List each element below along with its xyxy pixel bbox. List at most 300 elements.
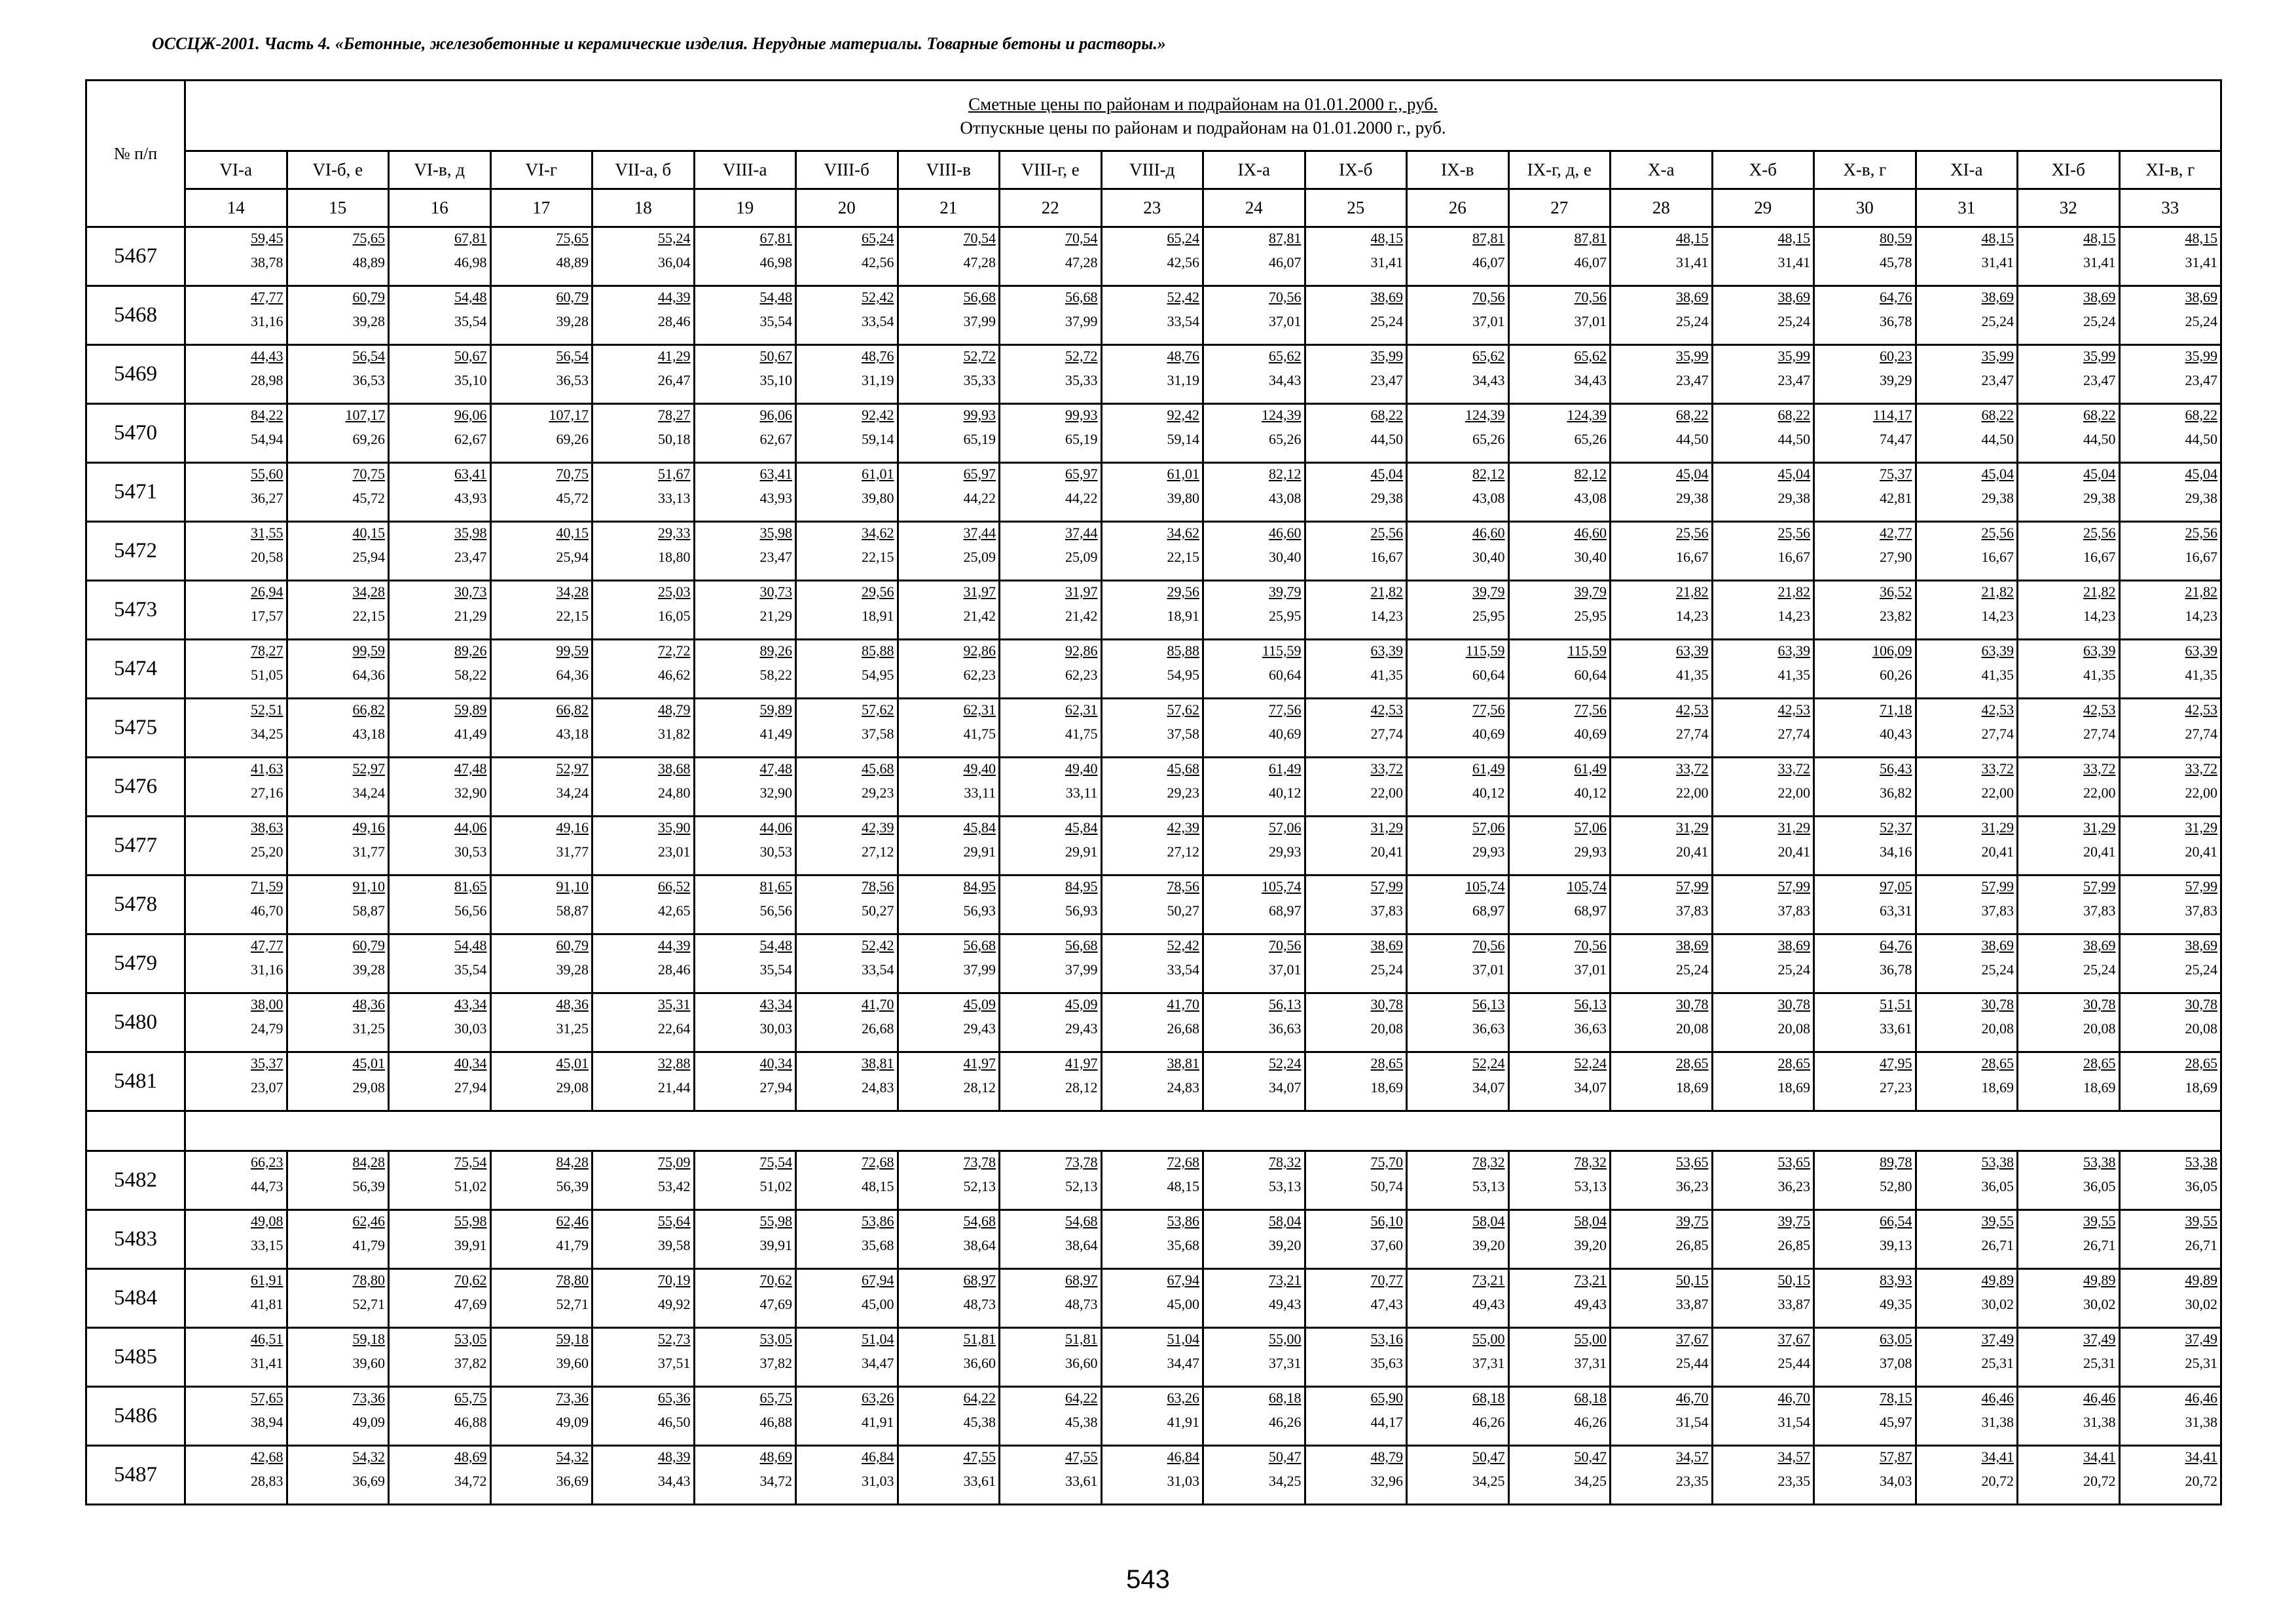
release-price: 32,90 bbox=[759, 784, 792, 801]
price-cell bbox=[898, 1387, 1000, 1446]
release-price: 25,95 bbox=[1574, 608, 1607, 624]
release-price: 39,80 bbox=[1167, 490, 1199, 506]
price-cell bbox=[796, 1151, 898, 1210]
price-cell bbox=[287, 227, 389, 286]
price-cell bbox=[1305, 286, 1407, 345]
estimated-price: 54,68 bbox=[963, 1213, 996, 1229]
estimated-price: 45,68 bbox=[1167, 760, 1199, 777]
release-price: 22,00 bbox=[2083, 784, 2116, 801]
release-price: 48,73 bbox=[1065, 1296, 1098, 1312]
price-cell bbox=[490, 1328, 592, 1387]
estimated-price: 78,80 bbox=[352, 1272, 385, 1288]
estimated-price: 52,73 bbox=[658, 1331, 691, 1347]
release-price: 37,08 bbox=[1880, 1355, 1912, 1371]
estimated-price: 52,72 bbox=[963, 348, 996, 364]
estimated-price: 52,24 bbox=[1472, 1055, 1505, 1071]
release-price: 52,71 bbox=[556, 1296, 589, 1312]
release-price: 31,41 bbox=[1777, 254, 1810, 270]
column-index: 20 bbox=[796, 189, 898, 227]
table-row bbox=[86, 817, 2221, 876]
price-cell bbox=[592, 640, 695, 699]
estimated-price: 46,46 bbox=[2083, 1390, 2116, 1406]
estimated-price: 48,15 bbox=[2185, 230, 2217, 246]
price-cell bbox=[287, 581, 389, 640]
release-price: 34,07 bbox=[1574, 1079, 1607, 1096]
price-cell bbox=[592, 404, 695, 463]
price-cell bbox=[796, 286, 898, 345]
release-price: 34,03 bbox=[1880, 1473, 1912, 1489]
estimated-price: 40,15 bbox=[556, 525, 589, 541]
price-cell bbox=[592, 1328, 695, 1387]
price-cell bbox=[1203, 1269, 1305, 1328]
row-number: 5470 bbox=[86, 404, 185, 463]
column-index: 26 bbox=[1407, 189, 1509, 227]
estimated-price: 65,90 bbox=[1370, 1390, 1403, 1406]
price-cell bbox=[1203, 404, 1305, 463]
release-price: 41,35 bbox=[2083, 667, 2116, 683]
release-price: 36,63 bbox=[1472, 1020, 1505, 1037]
estimated-price: 29,56 bbox=[862, 583, 894, 600]
price-cell bbox=[898, 286, 1000, 345]
price-cell bbox=[1508, 404, 1611, 463]
release-price: 18,69 bbox=[1981, 1079, 2014, 1096]
price-cell bbox=[1916, 817, 2018, 876]
estimated-price: 39,79 bbox=[1472, 583, 1505, 600]
price-cell bbox=[1712, 581, 1814, 640]
release-price: 30,02 bbox=[2185, 1296, 2217, 1312]
estimated-price: 65,62 bbox=[1574, 348, 1607, 364]
price-cell bbox=[1916, 1151, 2018, 1210]
estimated-price: 87,81 bbox=[1574, 230, 1607, 246]
release-price: 43,18 bbox=[556, 726, 589, 742]
price-cell bbox=[1611, 1387, 1713, 1446]
price-cell bbox=[796, 993, 898, 1052]
estimated-price: 65,75 bbox=[759, 1390, 792, 1406]
release-price: 34,43 bbox=[1574, 372, 1607, 388]
estimated-price: 48,15 bbox=[1777, 230, 1810, 246]
release-price: 62,67 bbox=[759, 431, 792, 447]
estimated-price: 82,12 bbox=[1574, 466, 1607, 482]
estimated-price: 35,99 bbox=[1676, 348, 1709, 364]
estimated-price: 30,78 bbox=[2185, 996, 2217, 1012]
estimated-price: 91,10 bbox=[556, 878, 589, 895]
estimated-price: 53,38 bbox=[1981, 1154, 2014, 1170]
estimated-price: 34,62 bbox=[1167, 525, 1199, 541]
estimated-price: 45,01 bbox=[556, 1055, 589, 1071]
release-price: 62,23 bbox=[963, 667, 996, 683]
price-cell bbox=[389, 1269, 491, 1328]
estimated-price: 41,97 bbox=[1065, 1055, 1098, 1071]
release-price: 28,12 bbox=[963, 1079, 996, 1096]
estimated-price: 47,48 bbox=[454, 760, 487, 777]
estimated-price: 34,28 bbox=[556, 583, 589, 600]
table-row bbox=[86, 1151, 2221, 1210]
release-price: 44,22 bbox=[1065, 490, 1098, 506]
price-cell bbox=[592, 227, 695, 286]
price-cell bbox=[1101, 581, 1203, 640]
release-price: 48,89 bbox=[352, 254, 385, 270]
price-cell bbox=[490, 522, 592, 581]
price-cell bbox=[2018, 640, 2120, 699]
estimated-price: 84,22 bbox=[251, 407, 283, 423]
release-price: 20,41 bbox=[2083, 843, 2116, 860]
price-cell bbox=[1000, 1269, 1102, 1328]
price-cell bbox=[1407, 1328, 1509, 1387]
release-price: 33,87 bbox=[1676, 1296, 1709, 1312]
row-number: 5485 bbox=[86, 1328, 185, 1387]
estimated-price: 63,05 bbox=[1880, 1331, 1912, 1347]
release-price: 46,98 bbox=[759, 254, 792, 270]
table-row bbox=[86, 758, 2221, 817]
price-cell bbox=[185, 463, 287, 522]
price-cell bbox=[490, 1387, 592, 1446]
price-cell bbox=[1712, 345, 1814, 404]
release-price: 40,69 bbox=[1472, 726, 1505, 742]
row-number: 5487 bbox=[86, 1446, 185, 1505]
price-cell bbox=[796, 640, 898, 699]
estimated-price: 44,39 bbox=[658, 289, 691, 305]
table-row bbox=[86, 345, 2221, 404]
estimated-price: 68,18 bbox=[1269, 1390, 1302, 1406]
column-index: 23 bbox=[1101, 189, 1203, 227]
price-cell bbox=[1203, 1052, 1305, 1111]
estimated-price: 78,27 bbox=[658, 407, 691, 423]
price-cell bbox=[287, 817, 389, 876]
price-cell bbox=[1305, 993, 1407, 1052]
price-cell bbox=[1203, 463, 1305, 522]
release-price: 23,47 bbox=[454, 549, 487, 565]
estimated-price: 25,56 bbox=[1777, 525, 1810, 541]
price-cell bbox=[1814, 1328, 1916, 1387]
release-price: 37,58 bbox=[862, 726, 894, 742]
price-cell bbox=[592, 1210, 695, 1269]
release-price: 30,40 bbox=[1472, 549, 1505, 565]
price-cell bbox=[1101, 699, 1203, 758]
release-price: 35,54 bbox=[454, 961, 487, 978]
price-cell bbox=[592, 1387, 695, 1446]
price-cell bbox=[1814, 640, 1916, 699]
table-title-line1: Сметные цены по районам и подрайонам на 01.01.2000 г., руб. bbox=[968, 94, 1438, 114]
estimated-price: 73,21 bbox=[1269, 1272, 1302, 1288]
price-cell bbox=[1814, 1446, 1916, 1505]
release-price: 41,35 bbox=[1777, 667, 1810, 683]
release-price: 20,41 bbox=[1676, 843, 1709, 860]
estimated-price: 34,41 bbox=[2083, 1449, 2116, 1465]
estimated-price: 65,62 bbox=[1269, 348, 1302, 364]
price-cell bbox=[694, 934, 796, 993]
estimated-price: 45,04 bbox=[1676, 466, 1709, 482]
release-price: 18,69 bbox=[1777, 1079, 1810, 1096]
price-cell bbox=[1712, 1328, 1814, 1387]
price-cell bbox=[1712, 1269, 1814, 1328]
release-price: 21,29 bbox=[759, 608, 792, 624]
price-cell bbox=[1814, 227, 1916, 286]
release-price: 29,38 bbox=[1370, 490, 1403, 506]
estimated-price: 62,31 bbox=[1065, 701, 1098, 718]
release-price: 31,03 bbox=[1167, 1473, 1199, 1489]
release-price: 37,01 bbox=[1574, 313, 1607, 329]
price-cell bbox=[1000, 286, 1102, 345]
region-header: XI-б bbox=[2018, 151, 2120, 189]
estimated-price: 45,04 bbox=[1370, 466, 1403, 482]
estimated-price: 21,82 bbox=[1370, 583, 1403, 600]
release-price: 36,69 bbox=[352, 1473, 385, 1489]
estimated-price: 25,56 bbox=[2185, 525, 2217, 541]
price-cell bbox=[1407, 640, 1509, 699]
release-price: 46,70 bbox=[251, 902, 283, 919]
release-price: 30,40 bbox=[1574, 549, 1607, 565]
estimated-price: 62,46 bbox=[556, 1213, 589, 1229]
row-number: 5471 bbox=[86, 463, 185, 522]
price-cell bbox=[389, 581, 491, 640]
table-row bbox=[86, 1387, 2221, 1446]
price-cell bbox=[185, 345, 287, 404]
price-cell bbox=[389, 993, 491, 1052]
release-price: 56,93 bbox=[963, 902, 996, 919]
release-price: 23,47 bbox=[1777, 372, 1810, 388]
price-cell bbox=[490, 758, 592, 817]
release-price: 20,72 bbox=[1981, 1473, 2014, 1489]
estimated-price: 42,53 bbox=[1981, 701, 2014, 718]
estimated-price: 107,17 bbox=[345, 407, 385, 423]
estimated-price: 56,13 bbox=[1574, 996, 1607, 1012]
estimated-price: 84,95 bbox=[1065, 878, 1098, 895]
estimated-price: 30,73 bbox=[454, 583, 487, 600]
estimated-price: 30,78 bbox=[1676, 996, 1709, 1012]
price-cell bbox=[2018, 1328, 2120, 1387]
price-cell bbox=[1305, 640, 1407, 699]
release-price: 20,08 bbox=[1777, 1020, 1810, 1037]
release-price: 47,28 bbox=[963, 254, 996, 270]
release-price: 41,81 bbox=[251, 1296, 283, 1312]
row-number: 5482 bbox=[86, 1151, 185, 1210]
release-price: 36,23 bbox=[1676, 1178, 1709, 1194]
estimated-price: 61,49 bbox=[1269, 760, 1302, 777]
estimated-price: 47,77 bbox=[251, 937, 283, 953]
price-cell bbox=[1101, 1269, 1203, 1328]
estimated-price: 75,65 bbox=[352, 230, 385, 246]
estimated-price: 25,03 bbox=[658, 583, 691, 600]
release-price: 37,58 bbox=[1167, 726, 1199, 742]
price-cell bbox=[185, 1151, 287, 1210]
release-price: 46,88 bbox=[454, 1414, 487, 1430]
release-price: 14,23 bbox=[1370, 608, 1403, 624]
estimated-price: 38,69 bbox=[1676, 289, 1709, 305]
release-price: 16,67 bbox=[1676, 549, 1709, 565]
price-cell bbox=[592, 522, 695, 581]
price-cell bbox=[796, 345, 898, 404]
estimated-price: 56,13 bbox=[1269, 996, 1302, 1012]
estimated-price: 21,82 bbox=[2185, 583, 2217, 600]
release-price: 29,08 bbox=[556, 1079, 589, 1096]
estimated-price: 46,46 bbox=[1981, 1390, 2014, 1406]
release-price: 33,61 bbox=[963, 1473, 996, 1489]
price-cell bbox=[287, 1446, 389, 1505]
release-price: 25,24 bbox=[1777, 313, 1810, 329]
release-price: 33,11 bbox=[964, 784, 996, 801]
estimated-price: 45,09 bbox=[1065, 996, 1098, 1012]
estimated-price: 78,32 bbox=[1269, 1154, 1302, 1170]
table-row bbox=[86, 993, 2221, 1052]
price-cell bbox=[490, 286, 592, 345]
release-price: 45,38 bbox=[963, 1414, 996, 1430]
price-cell bbox=[1000, 404, 1102, 463]
estimated-price: 46,60 bbox=[1269, 525, 1302, 541]
estimated-price: 42,53 bbox=[1370, 701, 1403, 718]
estimated-price: 57,62 bbox=[1167, 701, 1199, 718]
price-cell bbox=[1814, 876, 1916, 934]
price-cell bbox=[1101, 463, 1203, 522]
estimated-price: 58,04 bbox=[1574, 1213, 1607, 1229]
estimated-price: 70,56 bbox=[1472, 289, 1505, 305]
price-cell bbox=[2119, 286, 2221, 345]
estimated-price: 70,54 bbox=[963, 230, 996, 246]
estimated-price: 77,56 bbox=[1269, 701, 1302, 718]
estimated-price: 46,84 bbox=[862, 1449, 894, 1465]
price-cell bbox=[2018, 286, 2120, 345]
price-cell bbox=[1407, 1151, 1509, 1210]
column-index: 30 bbox=[1814, 189, 1916, 227]
price-cell bbox=[1407, 758, 1509, 817]
release-price: 37,83 bbox=[1777, 902, 1810, 919]
release-price: 29,91 bbox=[1065, 843, 1098, 860]
price-cell bbox=[1814, 463, 1916, 522]
release-price: 25,24 bbox=[1676, 961, 1709, 978]
estimated-price: 114,17 bbox=[1872, 407, 1912, 423]
price-cell bbox=[694, 699, 796, 758]
price-cell bbox=[389, 1328, 491, 1387]
release-price: 34,72 bbox=[454, 1473, 487, 1489]
release-price: 20,41 bbox=[1370, 843, 1403, 860]
price-cell bbox=[1814, 286, 1916, 345]
price-cell bbox=[1101, 1151, 1203, 1210]
release-price: 40,69 bbox=[1269, 726, 1302, 742]
price-cell bbox=[796, 463, 898, 522]
release-price: 36,60 bbox=[963, 1355, 996, 1371]
estimated-price: 52,72 bbox=[1065, 348, 1098, 364]
estimated-price: 49,16 bbox=[352, 819, 385, 836]
estimated-price: 75,09 bbox=[658, 1154, 691, 1170]
price-cell bbox=[1101, 758, 1203, 817]
release-price: 41,79 bbox=[556, 1237, 589, 1253]
price-cell bbox=[1916, 876, 2018, 934]
price-cell bbox=[389, 876, 491, 934]
release-price: 36,63 bbox=[1574, 1020, 1607, 1037]
estimated-price: 45,04 bbox=[1981, 466, 2014, 482]
release-price: 53,13 bbox=[1269, 1178, 1302, 1194]
price-cell bbox=[1407, 1052, 1509, 1111]
estimated-price: 47,95 bbox=[1880, 1055, 1912, 1071]
estimated-price: 60,79 bbox=[556, 289, 589, 305]
price-cell bbox=[796, 1446, 898, 1505]
price-cell bbox=[1814, 934, 1916, 993]
price-cell bbox=[389, 1210, 491, 1269]
row-number: 5477 bbox=[86, 817, 185, 876]
release-price: 37,01 bbox=[1472, 313, 1505, 329]
release-price: 34,43 bbox=[1269, 372, 1302, 388]
estimated-price: 57,99 bbox=[1981, 878, 2014, 895]
estimated-price: 28,65 bbox=[1981, 1055, 2014, 1071]
estimated-price: 31,97 bbox=[1065, 583, 1098, 600]
estimated-price: 43,34 bbox=[759, 996, 792, 1012]
release-price: 31,77 bbox=[352, 843, 385, 860]
price-cell bbox=[490, 699, 592, 758]
estimated-price: 52,42 bbox=[862, 289, 894, 305]
estimated-price: 25,56 bbox=[1370, 525, 1403, 541]
release-price: 36,04 bbox=[658, 254, 691, 270]
estimated-price: 68,22 bbox=[1777, 407, 1810, 423]
release-price: 65,26 bbox=[1574, 431, 1607, 447]
estimated-price: 38,68 bbox=[658, 760, 691, 777]
release-price: 39,13 bbox=[1880, 1237, 1912, 1253]
estimated-price: 48,76 bbox=[1167, 348, 1199, 364]
price-cell bbox=[796, 581, 898, 640]
price-cell bbox=[1916, 640, 2018, 699]
price-cell bbox=[1611, 1269, 1713, 1328]
release-price: 39,58 bbox=[658, 1237, 691, 1253]
estimated-price: 42,53 bbox=[2185, 701, 2217, 718]
price-cell bbox=[490, 581, 592, 640]
release-price: 39,80 bbox=[862, 490, 894, 506]
price-cell bbox=[1508, 640, 1611, 699]
release-price: 22,00 bbox=[2185, 784, 2217, 801]
table-row bbox=[86, 1446, 2221, 1505]
table-row bbox=[86, 699, 2221, 758]
release-price: 39,28 bbox=[556, 961, 589, 978]
release-price: 16,67 bbox=[1777, 549, 1810, 565]
estimated-price: 77,56 bbox=[1574, 701, 1607, 718]
price-cell bbox=[2018, 876, 2120, 934]
release-price: 49,92 bbox=[658, 1296, 691, 1312]
release-price: 36,05 bbox=[2185, 1178, 2217, 1194]
release-price: 41,91 bbox=[862, 1414, 894, 1430]
table-row bbox=[86, 640, 2221, 699]
estimated-price: 56,68 bbox=[963, 937, 996, 953]
release-price: 37,99 bbox=[1065, 313, 1098, 329]
release-price: 33,54 bbox=[862, 961, 894, 978]
price-cell bbox=[1203, 1210, 1305, 1269]
price-cell bbox=[1101, 993, 1203, 1052]
release-price: 51,02 bbox=[759, 1178, 792, 1194]
estimated-price: 61,49 bbox=[1574, 760, 1607, 777]
price-cell bbox=[1508, 758, 1611, 817]
table-row bbox=[86, 522, 2221, 581]
price-cell bbox=[1305, 1446, 1407, 1505]
estimated-price: 60,79 bbox=[352, 289, 385, 305]
release-price: 30,40 bbox=[1269, 549, 1302, 565]
release-price: 22,00 bbox=[1676, 784, 1709, 801]
price-cell bbox=[287, 286, 389, 345]
estimated-price: 35,31 bbox=[658, 996, 691, 1012]
release-price: 26,68 bbox=[862, 1020, 894, 1037]
release-price: 47,28 bbox=[1065, 254, 1098, 270]
release-price: 31,38 bbox=[2185, 1414, 2217, 1430]
estimated-price: 46,70 bbox=[1676, 1390, 1709, 1406]
estimated-price: 28,65 bbox=[1370, 1055, 1403, 1071]
release-price: 64,36 bbox=[352, 667, 385, 683]
price-cell bbox=[1508, 227, 1611, 286]
release-price: 40,12 bbox=[1472, 784, 1505, 801]
estimated-price: 96,06 bbox=[759, 407, 792, 423]
release-price: 60,64 bbox=[1472, 667, 1505, 683]
estimated-price: 38,69 bbox=[1777, 289, 1810, 305]
estimated-price: 57,87 bbox=[1880, 1449, 1912, 1465]
price-cell bbox=[1305, 1269, 1407, 1328]
price-cell bbox=[1000, 817, 1102, 876]
estimated-price: 55,00 bbox=[1472, 1331, 1505, 1347]
region-header: X-в, г bbox=[1814, 151, 1916, 189]
estimated-price: 81,65 bbox=[454, 878, 487, 895]
